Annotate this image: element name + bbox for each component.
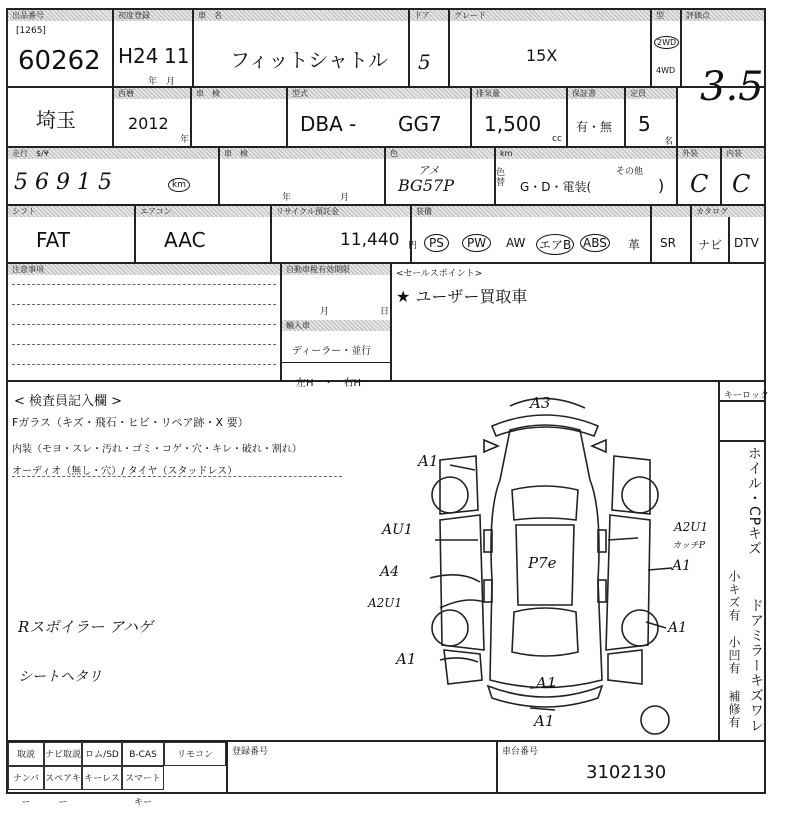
type-code: GG7 bbox=[398, 112, 442, 136]
recycle-fee: 11,440 bbox=[340, 230, 400, 250]
equip-dtv: DTV bbox=[734, 236, 759, 250]
mark-left-front: A1 bbox=[418, 452, 439, 470]
equip-pw: PW bbox=[462, 234, 491, 252]
prefecture: 埼玉 bbox=[36, 108, 76, 132]
model-year-unit: 年 bbox=[180, 135, 190, 145]
first-reg-month: 11 bbox=[164, 44, 190, 68]
inspector-line3: オーディオ（無し・穴）/ タイヤ（スタッドレス） bbox=[12, 466, 238, 477]
footer-cell-navi-manual: ナビ取説 bbox=[44, 742, 82, 766]
lot-number: 60262 bbox=[18, 46, 101, 76]
inspector-note1: Rスポイラー アハゲ bbox=[18, 618, 153, 636]
lot-label: [1265] bbox=[16, 26, 46, 36]
keylock-label: キーロック bbox=[724, 391, 769, 401]
mark-rear2: A1 bbox=[534, 712, 555, 730]
mark-left-rear: A2U1 bbox=[368, 596, 403, 610]
chassis-label: 車台番号 bbox=[502, 747, 539, 757]
score: 3.5 bbox=[700, 64, 764, 110]
footer-cell-manual: 取説 bbox=[8, 742, 44, 766]
sales-point: ★ ユーザー買取車 bbox=[396, 287, 528, 306]
model-name: フィットシャトル bbox=[230, 48, 388, 72]
color-label: 色替 bbox=[496, 168, 506, 188]
mark-left-quarter: A1 bbox=[396, 650, 417, 668]
inspector-line2: 内装（モヨ・スレ・汚れ・ゴミ・コゲ・穴・キレ・破れ・割れ） bbox=[12, 444, 302, 455]
mark-rear1: A1 bbox=[536, 674, 557, 692]
equip-leather: 革 bbox=[628, 238, 641, 252]
inspector-line1: Fガラス（キズ・飛石・ヒビ・リペア跡・X 要） bbox=[12, 416, 249, 429]
vertical-line-d: 小凹有 bbox=[727, 636, 741, 675]
inspector-title: < 検査員記入欄 > bbox=[14, 394, 123, 409]
vertical-line-a: ホイル・CPキズ bbox=[746, 446, 762, 557]
footer-cell-spare-key: スペアキー bbox=[44, 766, 82, 790]
grade: 15X bbox=[526, 46, 558, 65]
equip-aw: AW bbox=[506, 236, 526, 250]
footer-cell-keyless: キーレス bbox=[82, 766, 122, 790]
vertical-line-b: ドアミラーキズワレ bbox=[748, 598, 764, 733]
capacity-unit: 名 bbox=[664, 137, 674, 147]
sales-point-label: <セールスポイント> bbox=[396, 269, 483, 279]
equip-navi: ナビ bbox=[698, 238, 723, 252]
chassis-number: 3102130 bbox=[586, 762, 667, 783]
mark-left-door1: AU1 bbox=[382, 522, 413, 538]
mileage-unit: km bbox=[168, 178, 190, 192]
equip-abs: ABS bbox=[580, 234, 610, 252]
color-hand: アメ bbox=[418, 164, 440, 177]
displacement: 1,500 bbox=[484, 112, 542, 136]
date-month: 月 bbox=[340, 193, 350, 203]
mark-roof: P7e bbox=[528, 554, 557, 572]
first-reg-era: H24 bbox=[118, 44, 159, 68]
doors: 5 bbox=[418, 50, 431, 74]
mark-right-rear: A1 bbox=[668, 620, 688, 636]
type-prefix: DBA - bbox=[300, 112, 357, 136]
cert-month: 月 bbox=[320, 307, 330, 317]
mark-left-door2: A4 bbox=[380, 564, 400, 580]
cc-unit: cc bbox=[552, 134, 562, 144]
footer-cell-bcas: B-CAS bbox=[122, 742, 164, 766]
drive-2wd: 2WD bbox=[654, 36, 679, 49]
int-grade: C bbox=[732, 170, 751, 198]
aircon: AAC bbox=[164, 228, 206, 252]
equip-sr: SR bbox=[660, 236, 676, 250]
footer-cell-smart-key: スマートキー bbox=[122, 766, 164, 790]
other-label: その他 bbox=[616, 167, 644, 177]
color-code: BG57P bbox=[398, 176, 454, 195]
mileage: 5 6 9 1 5 bbox=[14, 170, 112, 195]
mark-right-note: カッチP bbox=[672, 541, 705, 551]
footer-cell-remote: リモコン bbox=[164, 742, 226, 766]
equip-ps: PS bbox=[424, 234, 449, 252]
mark-right-door2: A1 bbox=[672, 558, 692, 574]
ext-grade: C bbox=[690, 170, 709, 198]
year-month-unit: 年 月 bbox=[148, 77, 176, 87]
mark-front: A3 bbox=[530, 394, 551, 412]
vertical-line-c: 小キズ有 bbox=[727, 570, 741, 622]
footer-cell-number: ナンバー bbox=[8, 766, 44, 790]
reg-label: 登録番号 bbox=[232, 747, 269, 757]
mark-right-door1: A2U1 bbox=[674, 520, 709, 534]
transmission: FAT bbox=[36, 228, 71, 252]
cert-day: 日 bbox=[380, 307, 390, 317]
import-label: 輸入車 bbox=[282, 320, 390, 331]
footer-cell-rom: ロム/SD bbox=[82, 742, 122, 766]
dealer: ディーラー・並行 bbox=[292, 346, 372, 357]
handle: 左H ・ 右H bbox=[296, 378, 362, 389]
has-none: 有・無 bbox=[576, 120, 613, 134]
drive-4wd: 4WD bbox=[656, 66, 676, 75]
date-year: 年 bbox=[282, 193, 292, 203]
vertical-line-e: 補修有 bbox=[727, 690, 741, 729]
yen: 円 bbox=[408, 241, 418, 251]
inspector-note2: シートヘタリ bbox=[18, 669, 102, 685]
model-year: 2012 bbox=[128, 114, 169, 133]
capacity: 5 bbox=[638, 112, 651, 136]
cert-label: 自動車税有効期限 bbox=[282, 264, 390, 275]
equip-airbag: エアB bbox=[536, 234, 574, 255]
color-options: G・D・電装( bbox=[520, 180, 592, 194]
